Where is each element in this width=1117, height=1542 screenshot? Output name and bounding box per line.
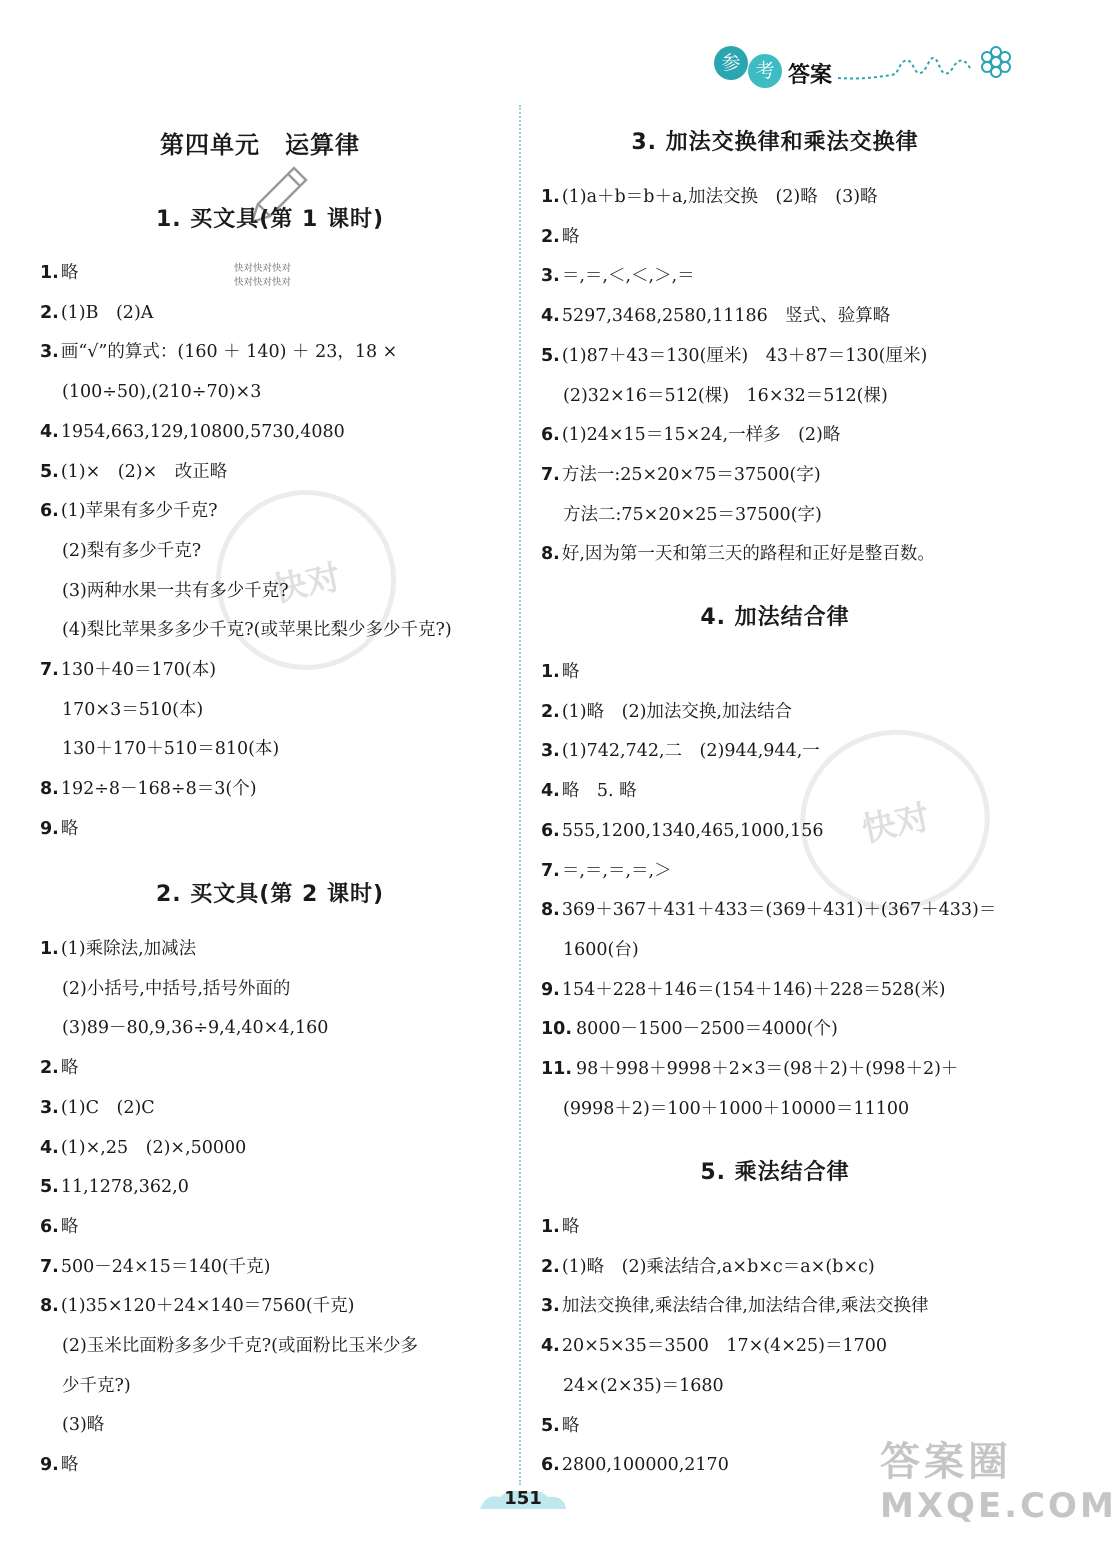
question-number: 7. bbox=[40, 660, 59, 680]
answer-line bbox=[541, 1454, 729, 1476]
answer-line bbox=[541, 1256, 875, 1278]
question-number: 8. bbox=[541, 900, 560, 921]
answer-text: (1)35×120＋24×140＝7560(千克) bbox=[60, 1296, 355, 1317]
answer-line bbox=[40, 1295, 354, 1317]
answer-text: (3)略 bbox=[62, 1415, 105, 1436]
answer-line bbox=[541, 1335, 887, 1357]
answer-line bbox=[40, 461, 227, 483]
answer-text: 略 bbox=[561, 1415, 580, 1436]
answer-text: 加法交换律,乘法结合律,加法结合律,乘法交换律 bbox=[561, 1296, 929, 1317]
question-number: 4. bbox=[541, 1336, 560, 1357]
answer-line bbox=[541, 1018, 838, 1040]
question-number: 8. bbox=[541, 544, 560, 565]
question-number: 5. bbox=[541, 345, 560, 366]
answer-line bbox=[541, 860, 672, 882]
answer-text: 少千克?) bbox=[62, 1375, 131, 1396]
answer-line bbox=[40, 1216, 78, 1238]
answer-line bbox=[40, 818, 78, 840]
answer-line bbox=[40, 302, 153, 324]
answer-line bbox=[541, 265, 695, 287]
answer-line bbox=[62, 1017, 328, 1039]
question-number: 3. bbox=[40, 1097, 59, 1118]
answer-line bbox=[62, 978, 290, 1000]
answer-text: (3)89－80,9,36÷9,4,40×4,160 bbox=[62, 1018, 329, 1039]
answer-line bbox=[62, 1375, 131, 1397]
section-title: 2. 买文具(第 2 课时) bbox=[155, 882, 385, 907]
answer-text: (1)B (2)A bbox=[60, 302, 154, 323]
answer-text: (9998＋2)＝100＋1000＋10000＝11100 bbox=[563, 1098, 910, 1119]
answer-line bbox=[40, 421, 345, 443]
answer-line bbox=[40, 1057, 78, 1079]
answer-line bbox=[563, 939, 639, 961]
answer-text: 98＋998＋9998＋2×3＝(98＋2)＋(998＋2)＋ bbox=[576, 1059, 959, 1079]
answer-text: (4)梨比苹果多多少千克?(或苹果比梨少多少千克?) bbox=[62, 620, 452, 641]
answer-text: (3)两种水果一共有多少千克? bbox=[62, 580, 289, 601]
answer-line bbox=[40, 659, 216, 681]
question-number: 5. bbox=[40, 461, 59, 482]
question-number: 6. bbox=[40, 501, 59, 522]
question-number: 2. bbox=[541, 701, 560, 722]
question-number: 3. bbox=[541, 1296, 560, 1317]
answer-line bbox=[62, 540, 201, 562]
answer-line bbox=[541, 305, 890, 327]
answer-line bbox=[541, 1415, 579, 1437]
answer-text: 11,1278,362,0 bbox=[60, 1177, 189, 1198]
answer-text: ＝,＝,＝,＝,＞ bbox=[561, 860, 672, 881]
answer-line bbox=[541, 543, 935, 565]
answer-text: 24×(2×35)＝1680 bbox=[563, 1375, 724, 1396]
question-number: 6. bbox=[40, 1216, 59, 1237]
answer-text: 369＋367＋431＋433＝(369＋431)＋(367＋433)＝ bbox=[561, 900, 997, 921]
question-number: 7. bbox=[40, 1256, 59, 1277]
watermark-stamp: 快对 bbox=[783, 712, 1006, 928]
question-number: 2. bbox=[40, 1058, 59, 1079]
answer-line bbox=[541, 345, 927, 367]
question-number: 9. bbox=[40, 1455, 59, 1476]
answer-text: (1)C (2)C bbox=[60, 1097, 155, 1118]
flower-swirl-icon bbox=[836, 40, 1014, 86]
answer-text: (1)略 (2)乘法结合,a×b×c＝a×(b×c) bbox=[561, 1256, 875, 1277]
answer-line bbox=[541, 740, 820, 762]
section-title: 4. 加法结合律 bbox=[700, 605, 850, 630]
question-number: 4. bbox=[40, 1137, 59, 1158]
question-number: 7. bbox=[541, 860, 560, 881]
answer-text: 500－24×15＝140(千克) bbox=[60, 1256, 271, 1277]
answer-text: (1)24×15＝15×24,一样多 (2)略 bbox=[561, 425, 841, 446]
answer-text: 略 bbox=[60, 263, 79, 283]
answer-line bbox=[62, 381, 261, 403]
answer-line bbox=[541, 464, 821, 486]
answer-line bbox=[40, 1137, 246, 1159]
answer-text: 略 bbox=[60, 1058, 79, 1079]
question-number: 3. bbox=[541, 266, 560, 287]
question-number: 2. bbox=[541, 226, 560, 247]
answer-text: (2)32×16＝512(棵) 16×32＝512(棵) bbox=[563, 385, 888, 406]
answer-line bbox=[40, 500, 218, 522]
answer-text: 20×5×35＝3500 17×(4×25)＝1700 bbox=[561, 1336, 888, 1357]
answer-text: 130＋40＝170(本) bbox=[60, 660, 217, 680]
question-number: 1. bbox=[541, 662, 560, 682]
answer-text: 略 bbox=[60, 1216, 79, 1237]
answer-text: (1)乘除法,加减法 bbox=[60, 939, 197, 959]
answer-header-badge bbox=[714, 40, 1014, 90]
answer-text: 192÷8－168÷8＝3(个) bbox=[60, 779, 257, 800]
corner-watermark: 答案圈 MXQE.COM bbox=[880, 1439, 1117, 1526]
answer-line bbox=[563, 1375, 724, 1397]
watermark-stamp: 快对 bbox=[199, 473, 412, 686]
answer-text: 略 5. 略 bbox=[561, 781, 637, 802]
answer-text: (2)玉米比面粉多多少千克?(或面粉比玉米少多 bbox=[62, 1336, 418, 1356]
answer-line bbox=[541, 1295, 929, 1317]
answer-text: 130＋170＋510＝810(本) bbox=[62, 739, 280, 760]
answer-text: 2800,100000,2170 bbox=[561, 1455, 729, 1476]
answer-text: 5297,3468,2580,11186 竖式、验算略 bbox=[561, 306, 891, 327]
question-number: 6. bbox=[541, 820, 560, 841]
answer-line bbox=[62, 738, 279, 760]
answer-text: 略 bbox=[561, 226, 580, 247]
answer-line bbox=[541, 226, 579, 248]
answer-line bbox=[541, 780, 637, 802]
answer-line bbox=[563, 504, 822, 526]
question-number: 4. bbox=[40, 421, 59, 442]
question-number: 3. bbox=[541, 741, 560, 762]
page-number: 151 bbox=[504, 1488, 542, 1509]
answer-line bbox=[541, 1216, 579, 1238]
answer-line bbox=[40, 1454, 78, 1476]
question-number: 6. bbox=[541, 425, 560, 446]
question-number: 11. bbox=[541, 1059, 573, 1079]
answer-text: (2)梨有多少千克? bbox=[62, 540, 202, 561]
question-number: 4. bbox=[541, 306, 560, 327]
question-number: 4. bbox=[541, 781, 560, 802]
answer-text: (1)苹果有多少千克? bbox=[60, 501, 218, 522]
question-number: 5. bbox=[541, 1415, 560, 1436]
small-watermark-text: 快对快对快对 快对快对快对 bbox=[234, 263, 292, 288]
question-number: 2. bbox=[541, 1256, 560, 1277]
answer-text: (2)小括号,中括号,括号外面的 bbox=[62, 978, 291, 999]
answer-text: (1)87＋43＝130(厘米) 43＋87＝130(厘米) bbox=[561, 345, 928, 366]
answer-line bbox=[541, 424, 840, 446]
section-title: 1. 买文具(第 1 课时) bbox=[155, 207, 385, 232]
answer-text: 好,因为第一天和第三天的路程和正好是整百数。 bbox=[561, 544, 935, 565]
answer-text: 555,1200,1340,465,1000,156 bbox=[561, 820, 824, 841]
answer-text: (1)742,742,二 (2)944,944,一 bbox=[561, 741, 820, 762]
answer-line bbox=[62, 580, 289, 602]
answer-line bbox=[541, 1058, 958, 1080]
answer-line bbox=[62, 699, 203, 721]
unit-title: 第四单元 运算律 bbox=[160, 131, 360, 159]
answer-line bbox=[563, 385, 888, 407]
answer-line bbox=[541, 979, 945, 1001]
answer-text: 略 bbox=[60, 818, 79, 839]
answer-line bbox=[541, 701, 792, 723]
badge-title: 答案 bbox=[788, 63, 833, 88]
answer-line bbox=[40, 1097, 155, 1119]
answer-text: (1)a＋b＝b＋a,加法交换 (2)略 (3)略 bbox=[561, 187, 878, 207]
answer-text: (1)× (2)× 改正略 bbox=[60, 461, 228, 482]
answer-line bbox=[541, 661, 579, 683]
badge-char-1: 参 bbox=[714, 46, 748, 80]
answer-line bbox=[40, 262, 78, 284]
question-number: 8. bbox=[40, 1296, 59, 1317]
question-number: 3. bbox=[40, 342, 59, 363]
answer-line bbox=[40, 1176, 189, 1198]
question-number: 8. bbox=[40, 779, 59, 800]
question-number: 9. bbox=[40, 818, 59, 839]
answer-text: 方法二:75×20×25＝37500(字) bbox=[563, 504, 822, 525]
section-title: 5. 乘法结合律 bbox=[700, 1160, 850, 1185]
answer-line bbox=[40, 778, 257, 800]
section-title: 3. 加法交换律和乘法交换律 bbox=[631, 130, 919, 155]
answer-line bbox=[541, 899, 996, 921]
answer-text: 8000－1500－2500＝4000(个) bbox=[576, 1019, 838, 1040]
answer-text: (1)略 (2)加法交换,加法结合 bbox=[561, 701, 792, 722]
answer-line bbox=[62, 619, 452, 641]
question-number: 1. bbox=[541, 187, 560, 207]
question-number: 9. bbox=[541, 979, 560, 1000]
question-number: 6. bbox=[541, 1455, 560, 1476]
question-number: 7. bbox=[541, 464, 560, 485]
answer-text: 略 bbox=[60, 1455, 79, 1476]
answer-line bbox=[40, 1256, 271, 1278]
answer-line bbox=[563, 1098, 909, 1120]
answer-text: 1600(台) bbox=[563, 939, 639, 960]
question-number: 1. bbox=[40, 939, 59, 959]
answer-text: 170×3＝510(本) bbox=[62, 699, 204, 720]
badge-char-2: 考 bbox=[748, 54, 782, 88]
answer-text: 略 bbox=[561, 662, 580, 682]
answer-text: 画“√”的算式：(160 ＋ 140) ＋ 23，18 × bbox=[60, 342, 398, 363]
answer-line bbox=[40, 341, 397, 363]
answer-text: (100÷50),(210÷70)×3 bbox=[62, 382, 262, 403]
question-number: 1. bbox=[541, 1217, 560, 1237]
question-number: 1. bbox=[40, 263, 59, 283]
question-number: 5. bbox=[40, 1177, 59, 1198]
answer-line bbox=[541, 820, 823, 842]
answer-text: 方法一:25×20×75＝37500(字) bbox=[561, 464, 821, 485]
question-number: 2. bbox=[40, 302, 59, 323]
answer-line bbox=[40, 938, 196, 960]
answer-text: 154＋228＋146＝(154＋146)＋228＝528(米) bbox=[561, 979, 946, 1000]
answer-line bbox=[62, 1335, 418, 1357]
column-divider bbox=[519, 105, 521, 1485]
answer-text: 略 bbox=[561, 1217, 580, 1237]
answer-line bbox=[62, 1414, 104, 1436]
answer-text: 1954,663,129,10800,5730,4080 bbox=[60, 421, 345, 442]
question-number: 10. bbox=[541, 1019, 573, 1040]
answer-text: (1)×,25 (2)×,50000 bbox=[60, 1137, 247, 1158]
answer-line bbox=[541, 186, 878, 208]
answer-text: ＝,＝,＜,＜,＞,＝ bbox=[561, 266, 695, 287]
